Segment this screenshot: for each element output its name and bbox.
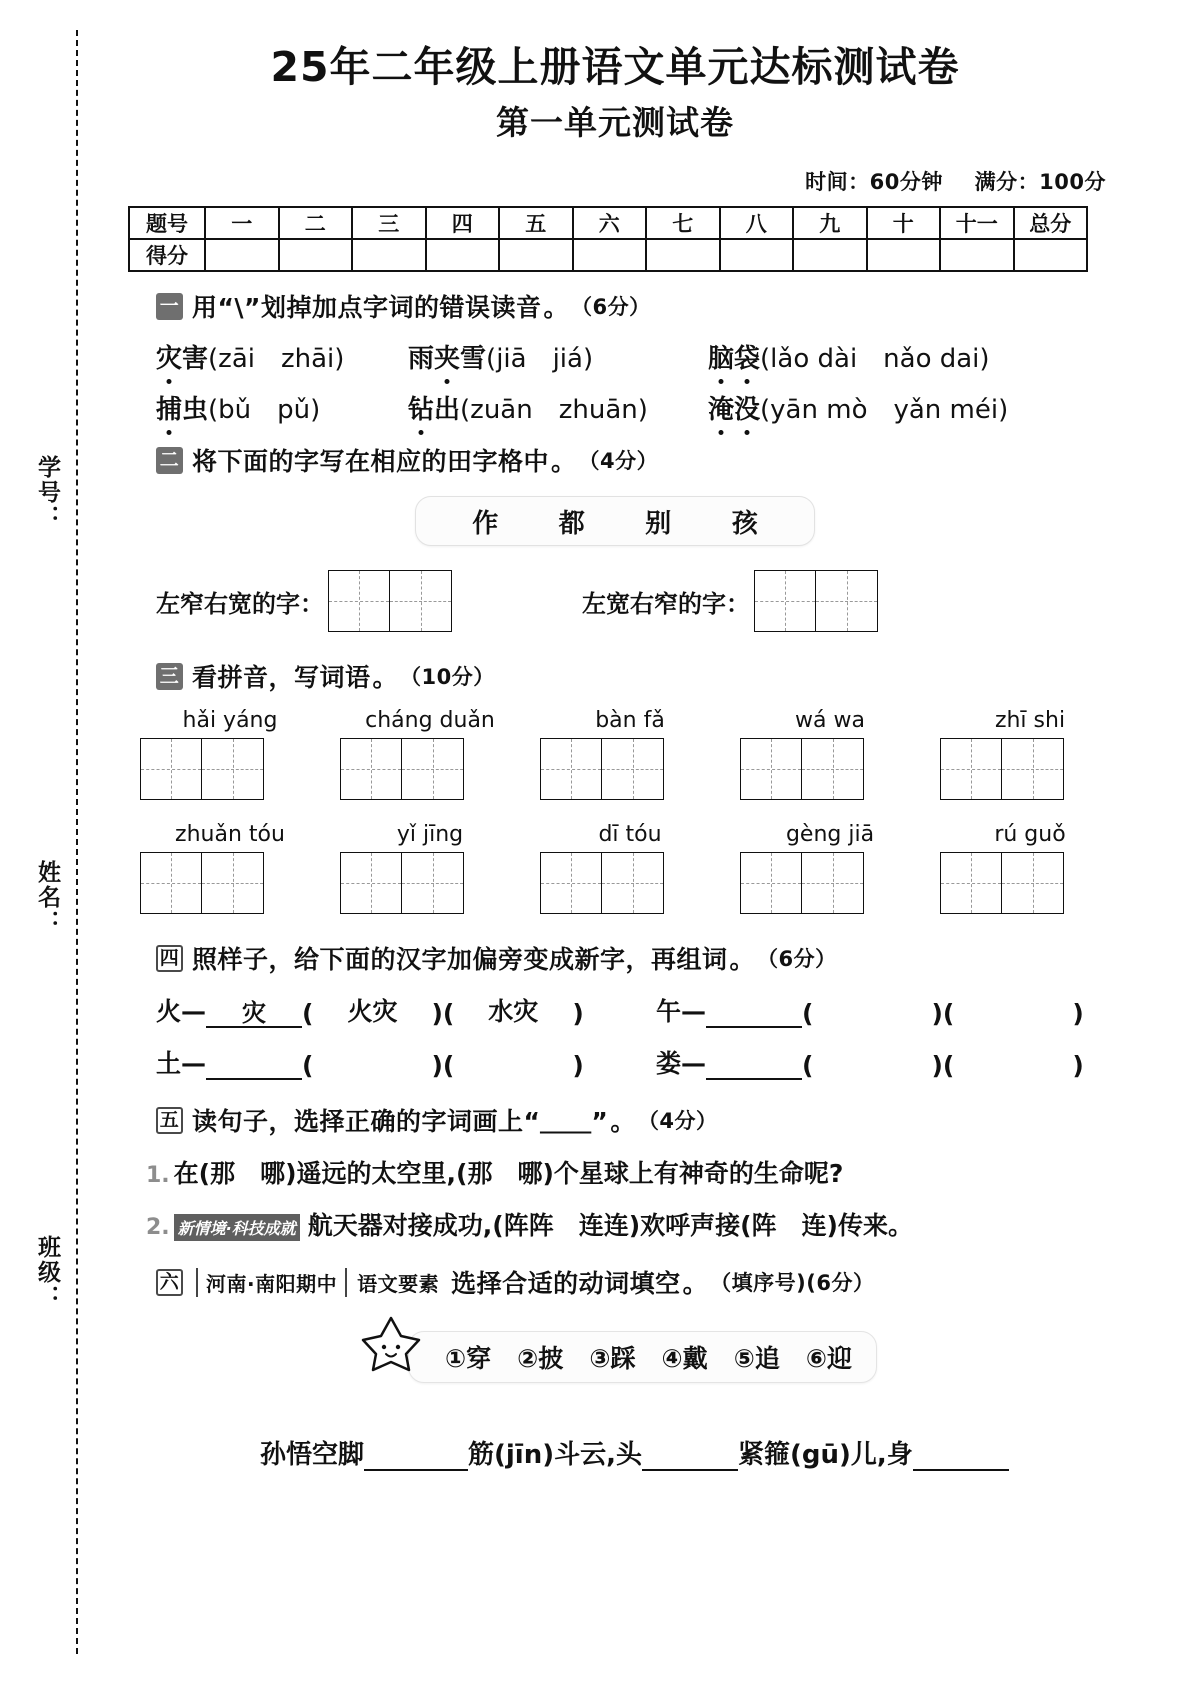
tianzige-cell[interactable]	[602, 852, 664, 914]
pinyin-label-2: cháng duǎn	[365, 708, 495, 734]
table-row-scores	[129, 239, 1087, 271]
pinyin-group-4	[740, 708, 920, 800]
q2-grid-right[interactable]	[754, 570, 878, 632]
tianzige-cell[interactable]	[802, 852, 864, 914]
tianzige-cell[interactable]	[602, 738, 664, 800]
question-6-fill-sentence	[110, 1434, 1120, 1471]
tianzige-cell[interactable]	[740, 738, 802, 800]
q2-label-left-narrow: 左窄右宽的字：	[156, 589, 324, 618]
answer-grid[interactable]	[540, 738, 664, 800]
q1-item-2-pinyin: (jiā jiá)	[486, 344, 594, 375]
score-cell-2[interactable]	[279, 239, 353, 271]
question-3-points: （10分）	[400, 665, 495, 690]
tianzige-cell[interactable]	[754, 570, 816, 632]
score-cell-4[interactable]	[426, 239, 500, 271]
score-col-5: 五	[499, 207, 573, 239]
question-2-word-bank	[415, 496, 815, 546]
tianzige-cell[interactable]	[202, 852, 264, 914]
fill-part-1: 孙悟空脚	[260, 1440, 365, 1471]
score-cell-9[interactable]	[793, 239, 867, 271]
q4-word-1b[interactable]: 水灾	[488, 997, 539, 1027]
score-cell-10[interactable]	[867, 239, 941, 271]
q4-new-char-1[interactable]: 灾	[206, 1000, 302, 1028]
score-col-8: 八	[720, 207, 794, 239]
question-5-points: （4分）	[637, 1109, 718, 1134]
q4-item-4: 娄— ( )( )	[656, 1044, 1084, 1080]
q4-new-char-3[interactable]	[206, 1078, 302, 1080]
score-col-6: 六	[573, 207, 647, 239]
q4-base-char-4: 娄—	[656, 1049, 707, 1079]
question-1-heading: 一 用“\”划掉加点字词的错误读音 。 （6分）	[156, 288, 1120, 324]
question-2-answer-row	[110, 570, 1120, 632]
pinyin-label-5: zhī shi	[994, 708, 1066, 734]
pinyin-label-4: wá wa	[795, 708, 865, 734]
question-4-points: （6分）	[757, 947, 837, 972]
tianzige-cell[interactable]	[940, 738, 1002, 800]
question-number-1: 一	[156, 293, 183, 320]
tianzige-cell[interactable]	[402, 738, 464, 800]
score-table-row-label-2: 得分	[129, 239, 205, 271]
score-cell-6[interactable]	[573, 239, 647, 271]
question-2-heading: 二 将下面的字写在相应的田字格中 。 （4分）	[156, 442, 1120, 478]
q4-new-char-4[interactable]	[706, 1078, 802, 1080]
answer-grid[interactable]	[540, 852, 664, 914]
rail-label-class: 班级：	[34, 1235, 60, 1310]
sentence-index-1: 1.	[146, 1163, 170, 1189]
score-cell-7[interactable]	[646, 239, 720, 271]
score-col-11: 十一	[940, 207, 1014, 239]
pinyin-group-9	[740, 822, 920, 914]
fill-blank-3[interactable]	[913, 1449, 1009, 1471]
page-subtitle: 第一单元测试卷	[496, 103, 734, 143]
question-3-title: 看拼音，写词语	[192, 663, 371, 693]
q4-base-char-2: 午—	[656, 997, 707, 1027]
pinyin-group-7	[340, 822, 520, 914]
question-5-sentence-2[interactable]	[110, 1206, 1120, 1242]
q4-base-char-1: 火—	[156, 997, 207, 1027]
word-bank-char-2: 都	[558, 508, 585, 539]
score-col-3: 三	[352, 207, 426, 239]
question-5-sentence-1[interactable]	[110, 1154, 1120, 1190]
question-4-title: 照样子，给下面的汉字加偏旁变成新字，再组词	[192, 945, 728, 975]
q1-item-2[interactable]: 雨夹雪(jiā jiá)	[408, 338, 708, 375]
q4-item-2: 午— ( )( )	[656, 992, 1084, 1028]
tianzige-cell[interactable]	[202, 738, 264, 800]
question-1-points: （6分）	[571, 295, 651, 320]
page-title: 25年二年级上册语文单元达标测试卷	[270, 43, 960, 91]
answer-grid[interactable]	[940, 738, 1064, 800]
question-1-row-1	[110, 338, 1120, 375]
q1-item-1-pinyin: (zāi zhāi)	[208, 344, 345, 375]
answer-grid[interactable]	[140, 852, 264, 914]
q1-item-4-pinyin: (bǔ pǔ)	[208, 395, 321, 426]
tianzige-cell[interactable]	[140, 738, 202, 800]
tianzige-cell[interactable]	[402, 852, 464, 914]
verb-option-box	[408, 1331, 877, 1383]
question-6-options-row	[110, 1314, 1120, 1400]
answer-grid[interactable]	[740, 738, 864, 800]
verb-option-2[interactable]: ②披	[517, 1344, 564, 1374]
q1-item-6-pinyin: (yān mò yǎn méi)	[760, 395, 1009, 426]
score-col-7: 七	[646, 207, 720, 239]
answer-grid[interactable]	[940, 852, 1064, 914]
pinyin-label-1: hǎi yáng	[182, 708, 278, 734]
q1-item-5[interactable]: 钻出(zuān zhuān)	[408, 389, 708, 426]
tianzige-cell[interactable]	[328, 570, 390, 632]
question-6-title: 选择合适的动词填空	[451, 1269, 681, 1299]
pinyin-group-8	[540, 822, 720, 914]
question-4-row-1	[110, 992, 1120, 1028]
tianzige-cell[interactable]	[740, 852, 802, 914]
question-3	[110, 658, 1120, 694]
q2-label-left-wide: 左宽右窄的字：	[582, 589, 750, 618]
score-col-2: 二	[279, 207, 353, 239]
sentence-index-2: 2.	[146, 1215, 170, 1241]
pinyin-label-3: bàn fǎ	[595, 708, 665, 734]
region-tag: 河南·南阳期中	[196, 1268, 347, 1297]
exam-duration: 时间：60分钟	[805, 170, 943, 195]
sentence-text-1[interactable]: 在(那 哪)遥远的太空里,(那 哪)个星球上有神奇的生命呢?	[173, 1159, 844, 1189]
tianzige-cell[interactable]	[1002, 738, 1064, 800]
score-col-9: 九	[793, 207, 867, 239]
q1-item-5-pinyin: (zuān zhuān)	[460, 395, 648, 426]
verb-option-3[interactable]: ③踩	[589, 1344, 636, 1374]
question-number-6: 六	[156, 1269, 183, 1296]
pinyin-group-1	[140, 708, 320, 800]
q1-item-6[interactable]: 淹没(yān mò yǎn méi)	[708, 389, 1038, 426]
word-bank-char-1: 作	[472, 508, 499, 539]
q4-new-char-2[interactable]	[706, 1026, 802, 1028]
tianzige-cell[interactable]	[802, 738, 864, 800]
score-cell-5[interactable]	[499, 239, 573, 271]
pinyin-label-8: dī tóu	[598, 822, 662, 848]
tianzige-cell[interactable]	[390, 570, 452, 632]
pinyin-label-7: yǐ jīng	[396, 822, 464, 848]
word-bank-char-3: 别	[645, 508, 672, 539]
pinyin-group-10	[940, 822, 1120, 914]
pinyin-group-2	[340, 708, 520, 800]
verb-option-4[interactable]: ④戴	[661, 1344, 708, 1374]
score-col-4: 四	[426, 207, 500, 239]
q4-item-3: 土— ( )( )	[156, 1044, 656, 1080]
score-cell-3[interactable]	[352, 239, 426, 271]
question-number-4: 四	[156, 945, 183, 972]
score-cell-11[interactable]	[940, 239, 1014, 271]
answer-grid[interactable]	[340, 738, 464, 800]
tianzige-cell[interactable]	[540, 738, 602, 800]
q1-item-3-pinyin: (lǎo dài nǎo dai)	[760, 344, 990, 375]
sentence-text-2[interactable]: 航天器对接成功,(阵阵 连连)欢呼声接(阵 连)传来。	[307, 1211, 913, 1241]
binding-rail	[0, 0, 100, 1684]
question-4	[110, 940, 1120, 976]
star-icon	[360, 1314, 422, 1378]
verb-option-1[interactable]: ①穿	[445, 1344, 492, 1374]
question-6	[110, 1264, 1120, 1300]
question-number-5: 五	[156, 1107, 183, 1134]
tianzige-cell[interactable]	[1002, 852, 1064, 914]
answer-grid[interactable]	[340, 852, 464, 914]
exam-full-score: 满分：100分	[974, 170, 1106, 195]
rail-label-student-id: 学号：	[34, 455, 60, 530]
rail-label-name: 姓名：	[34, 860, 60, 935]
question-2-title: 将下面的字写在相应的田字格中	[192, 447, 550, 477]
question-4-heading: 四 照样子，给下面的汉字加偏旁变成新字，再组词 。 （6分）	[156, 940, 1120, 976]
question-1-row-2	[110, 389, 1120, 426]
question-4-row-2	[110, 1044, 1120, 1080]
score-table	[128, 206, 1088, 272]
score-col-10: 十	[867, 207, 941, 239]
question-6-points: （填序号)(6分）	[710, 1271, 875, 1296]
pinyin-group-6	[140, 822, 320, 914]
tianzige-cell[interactable]	[940, 852, 1002, 914]
pinyin-label-10: rú guǒ	[994, 822, 1066, 848]
answer-grid[interactable]	[140, 738, 264, 800]
score-table-row-label-1: 题号	[129, 207, 205, 239]
exam-page	[110, 0, 1120, 1471]
word-bank-char-4: 孩	[731, 508, 758, 539]
table-row-header	[129, 207, 1087, 239]
question-number-3: 三	[156, 663, 183, 690]
q1-item-4[interactable]: 捕虫(bǔ pǔ)	[156, 389, 408, 426]
verb-option-6[interactable]: ⑥迎	[805, 1344, 853, 1374]
tianzige-cell[interactable]	[816, 570, 878, 632]
context-tag-new-scenario: 新情境·科技成就	[174, 1214, 300, 1241]
question-number-2: 二	[156, 447, 183, 474]
question-5-title: 读句子，选择正确的字词画上“＿＿”	[192, 1107, 609, 1137]
fill-part-3: 紧箍(gū)儿,身	[738, 1440, 913, 1471]
tianzige-cell[interactable]	[140, 852, 202, 914]
verb-option-5[interactable]: ⑤追	[733, 1344, 780, 1374]
element-tag: 语文要素	[357, 1271, 440, 1296]
score-cell-1[interactable]	[205, 239, 279, 271]
question-5-heading: 五 读句子，选择正确的字词画上“＿＿” 。 （4分）	[156, 1102, 1120, 1138]
fill-part-2: 筋(jīn)斗云,头	[468, 1440, 642, 1471]
q1-item-3[interactable]: 脑袋(lǎo dài nǎo dai)	[708, 338, 1038, 375]
pinyin-group-3	[540, 708, 720, 800]
score-col-total: 总分	[1014, 207, 1088, 239]
exam-meta	[110, 166, 1120, 196]
fill-blank-1[interactable]	[364, 1449, 468, 1471]
pinyin-label-9: gèng jiā	[785, 822, 875, 848]
q1-item-1[interactable]: 灾害(zāi zhāi)	[156, 338, 408, 375]
question-6-heading: 六 河南·南阳期中 语文要素 选择合适的动词填空 。 （填序号)(6分）	[156, 1264, 1120, 1300]
question-2-points: （4分）	[578, 449, 659, 474]
score-cell-8[interactable]	[720, 239, 794, 271]
question-3-row-1	[110, 708, 1120, 800]
tianzige-cell[interactable]	[540, 852, 602, 914]
q4-item-1: 火— 灾 ( 火灾 )( 水灾 )	[156, 992, 656, 1028]
question-1-title: 用“\”划掉加点字词的错误读音	[192, 293, 542, 323]
score-cell-total[interactable]	[1014, 239, 1088, 271]
answer-grid[interactable]	[740, 852, 864, 914]
question-5	[110, 1102, 1120, 1138]
q4-word-1a[interactable]: 火灾	[347, 997, 398, 1027]
question-3-row-2	[110, 822, 1120, 914]
pinyin-label-6: zhuǎn tóu	[175, 822, 285, 848]
question-3-heading: 三 看拼音，写词语 。 （10分）	[156, 658, 1120, 694]
question-2	[110, 442, 1120, 478]
fill-blank-2[interactable]	[642, 1449, 738, 1471]
fold-dashed-line	[76, 30, 78, 1654]
question-1	[110, 288, 1120, 324]
score-col-1: 一	[205, 207, 279, 239]
pinyin-group-5	[940, 708, 1120, 800]
q4-base-char-3: 土—	[156, 1049, 207, 1079]
tianzige-cell[interactable]	[340, 852, 402, 914]
q2-grid-left[interactable]	[328, 570, 452, 632]
tianzige-cell[interactable]	[340, 738, 402, 800]
